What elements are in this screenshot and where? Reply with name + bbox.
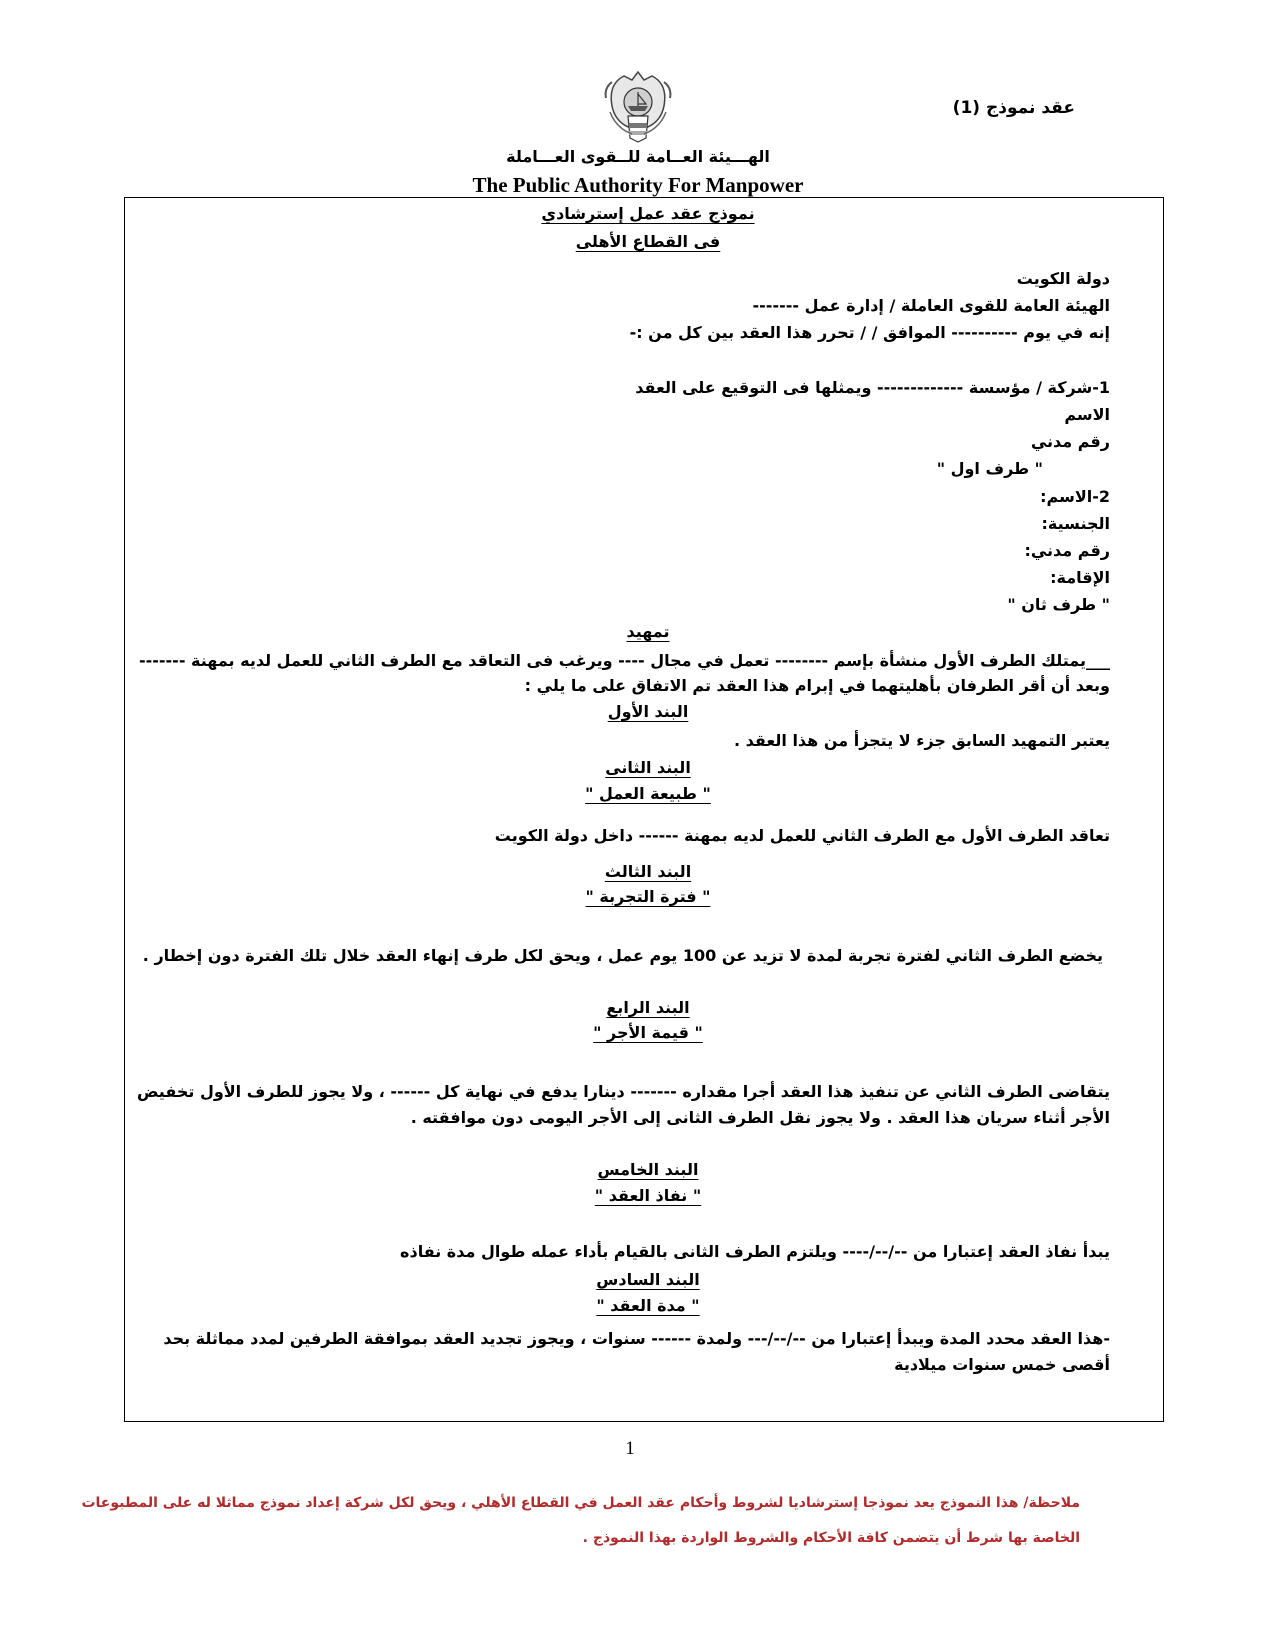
party1-line: 1-شركة / مؤسسة ------------- ويمثلها فى التوقيع على العقد <box>635 378 1110 397</box>
party2-name: 2-الاسم: <box>1040 487 1110 506</box>
preamble-text-1: ___يمتلك الطرف الأول منشأة بإسم -------- تعمل في مجال ---- ويرغب فى التعاقد مع الطرف الثاني للعمل لديه بمهنة ------- <box>138 651 1110 670</box>
party2-label: " طرف ثان " <box>1007 595 1110 614</box>
form-title: عقد نموذج (1) <box>952 98 1075 118</box>
clause5-heading: البند الخامس <box>597 1160 699 1179</box>
clause3-heading: البند الثالث <box>604 862 692 881</box>
clause6-heading: البند السادس <box>596 1270 700 1289</box>
party1-label: " طرف اول " <box>936 459 1043 478</box>
clause5-subheading: " نفاذ العقد " <box>594 1186 702 1205</box>
clause1-heading: البند الأول <box>607 702 689 721</box>
authority-name-english: The Public Authority For Manpower <box>472 173 804 197</box>
contract-subtitle: فى القطاع الأهلى <box>575 232 721 251</box>
party2-civil-id: رقم مدني: <box>1024 541 1110 560</box>
party1-civil-id: رقم مدني <box>1030 432 1110 451</box>
party1-name: الاسم <box>1064 405 1110 424</box>
authority-name-arabic: الهـــيئة العــامة للــقوى العـــاملة <box>506 147 770 166</box>
authority-dept-line: الهيئة العامة للقوى العاملة / إدارة عمل ------- <box>752 296 1110 315</box>
clause6-subheading: " مدة العقد " <box>596 1296 700 1315</box>
clause3-text: يخضع الطرف الثاني لفترة تجربة لمدة لا تزيد عن 100 يوم عمل ، ويحق لكل طرف إنهاء العقد خلال تلك الفترة دون إخطار . <box>142 946 1103 965</box>
kuwait-emblem-icon <box>602 68 674 144</box>
clause5-text: يبدأ نفاذ العقد إعتبارا من --/--/---- ويلتزم الطرف الثانى بالقيام بأداء عمله طوال مدة نفاذه <box>400 1242 1110 1261</box>
clause4-subheading: " قيمة الأجر " <box>593 1023 703 1042</box>
clause1-text: يعتبر التمهيد السابق جزء لا يتجزأ من هذا العقد . <box>733 731 1110 750</box>
party2-residence: الإقامة: <box>1050 568 1110 587</box>
clause3-subheading: " فترة التجربة " <box>585 887 711 906</box>
preamble-text-2: وبعد أن أقر الطرفان بأهليتهما في إبرام هذا العقد تم الاتفاق على ما يلي : <box>524 676 1110 695</box>
state-line: دولة الكويت <box>1016 269 1110 288</box>
contract-title: نموذج عقد عمل إسترشادي <box>541 204 755 223</box>
clause2-heading: البند الثانى <box>605 758 691 777</box>
footer-note-line-1: ملاحظة/ هذا النموذج يعد نموذجا إسترشاديا لشروط وأحكام عقد العمل في القطاع الأهلي ، ويحق لكل شركة إعداد نموذج مماثلا له على المطبوعات <box>81 1495 1080 1511</box>
clause2-subheading: " طبيعة العمل " <box>585 784 711 803</box>
page-number: 1 <box>625 1438 635 1459</box>
clause4-heading: البند الرابع <box>606 998 690 1017</box>
clause2-text: تعاقد الطرف الأول مع الطرف الثاني للعمل لديه بمهنة ------ داخل دولة الكويت <box>494 826 1110 845</box>
clause6-text: -هذا العقد محدد المدة ويبدأ إعتبارا من --/--/--- ولمدة ------ سنوات ، ويجوز تجديد العقد بموافقة الطرفين لمدد مماثلة بحد أقصى خمس سنوات ميلادية <box>163 1329 1110 1374</box>
footer-note-line-2: الخاصة بها شرط أن يتضمن كافة الأحكام والشروط الواردة بهذا النموذج . <box>582 1530 1080 1546</box>
party2-nationality: الجنسية: <box>1041 514 1110 533</box>
clause4-text: يتقاضى الطرف الثاني عن تنفيذ هذا العقد أجرا مقداره ------- دينارا يدفع في نهاية كل ------ ، ولا يجوز للطرف الأول تخفيض الأجر أثناء سريان هذا العقد . ولا يجوز نقل الطرف الثانى إلى الأجر اليومى دون موافقته . <box>136 1082 1110 1127</box>
preamble-heading: تمهيد <box>626 622 670 641</box>
date-line: إنه في يوم ---------- الموافق / / تحرر هذا العقد بين كل من :- <box>629 323 1110 342</box>
